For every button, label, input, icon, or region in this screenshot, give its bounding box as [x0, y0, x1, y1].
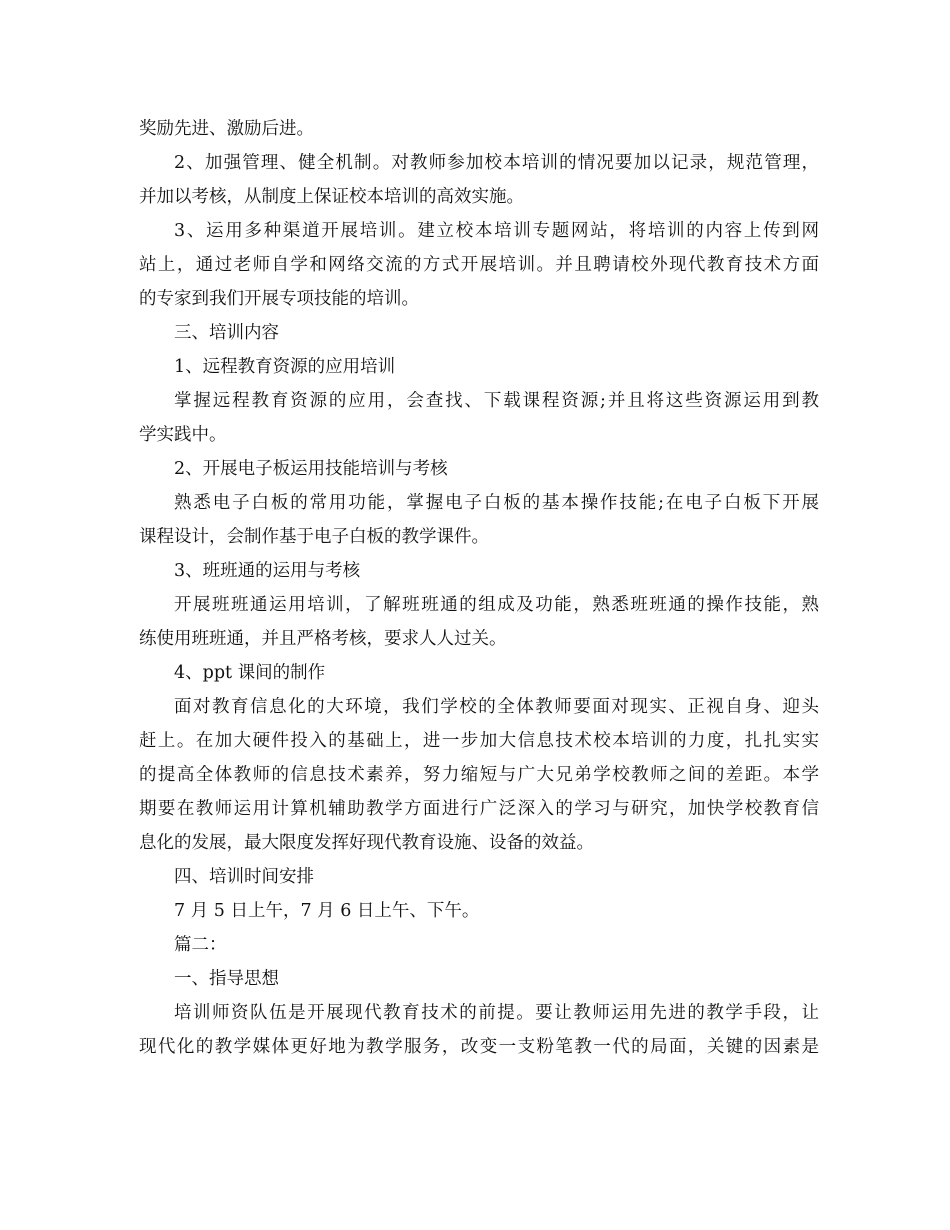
- subsection-heading: 2、开展电子板运用技能培训与考核: [174, 459, 448, 479]
- text-line: 练使用班班通，并且严格考核，要求人人过关。: [139, 629, 507, 649]
- text-line: 2、加强管理、健全机制。对教师参加校本培训的情况要加以记录，规范管理，: [174, 153, 819, 173]
- subsection-heading: 1、远程教育资源的应用培训: [174, 357, 396, 377]
- text-line: 并加以考核，从制度上保证校本培训的高效实施。: [139, 187, 524, 207]
- subsection-heading: 4、ppt 课间的制作: [174, 663, 326, 683]
- text-line: 站上，通过老师自学和网络交流的方式开展培训。并且聘请校外现代教育技术方面: [139, 255, 819, 275]
- text-line: 熟悉电子白板的常用功能，掌握电子白板的基本操作技能;在电子白板下开展: [174, 493, 819, 513]
- section-heading: 三、培训内容: [174, 323, 279, 343]
- text-line: 的提高全体教师的信息技术素养，努力缩短与广大兄弟学校教师之间的差距。本学: [139, 765, 819, 785]
- section-heading: 一、指导思想: [174, 969, 279, 989]
- text-line: 奖励先进、激励后进。: [139, 119, 314, 139]
- text-line: 的专家到我们开展专项技能的培训。: [139, 289, 419, 309]
- text-line: 学实践中。: [139, 425, 227, 445]
- text-line: 培训师资队伍是开展现代教育技术的前提。要让教师运用先进的教学手段，让: [174, 1003, 819, 1023]
- text-line: 3、运用多种渠道开展培训。建立校本培训专题网站，将培训的内容上传到网: [174, 221, 819, 241]
- text-line: 开展班班通运用培训，了解班班通的组成及功能，熟悉班班通的操作技能，熟: [174, 595, 819, 615]
- text-line: 课程设计，会制作基于电子白板的教学课件。: [139, 527, 489, 547]
- document-body: [139, 112, 819, 1064]
- subsection-heading: 3、班班通的运用与考核: [174, 561, 361, 581]
- text-line: 赶上。在加大硬件投入的基础上，进一步加大信息技术校本培训的力度，扎扎实实: [139, 731, 819, 751]
- text-line: 息化的发展，最大限度发挥好现代教育设施、设备的效益。: [139, 833, 594, 853]
- text-line: 面对教育信息化的大环境，我们学校的全体教师要面对现实、正视自身、迎头: [174, 697, 819, 717]
- text-line: 7 月 5 日上午，7 月 6 日上午、下午。: [174, 901, 480, 921]
- text-line: 现代化的教学媒体更好地为教学服务，改变一支粉笔教一代的局面，关键的因素是: [139, 1037, 819, 1057]
- text-line: 期要在教师运用计算机辅助教学方面进行广泛深入的学习与研究，加快学校教育信: [139, 799, 819, 819]
- section-heading: 四、培训时间安排: [174, 867, 314, 887]
- article-heading: 篇二：: [174, 935, 227, 955]
- text-line: 掌握远程教育资源的应用，会查找、下载课程资源;并且将这些资源运用到教: [174, 391, 819, 411]
